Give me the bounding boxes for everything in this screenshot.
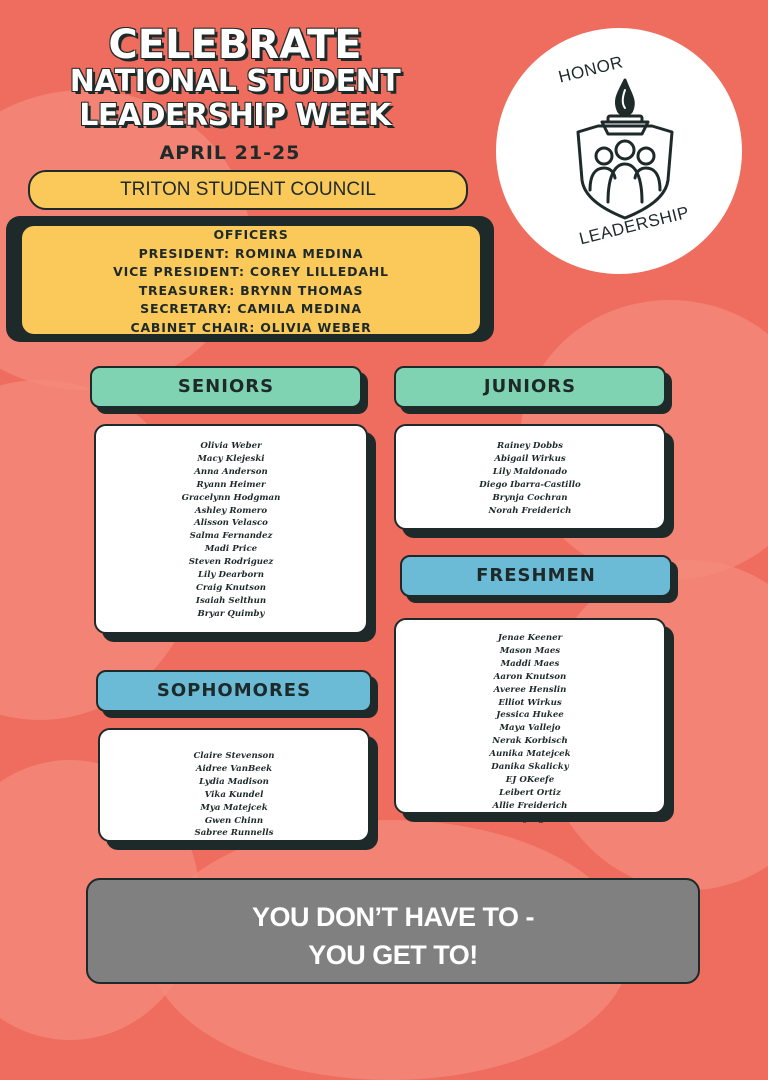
list-item: Diego Ibarra-Castillo xyxy=(479,479,581,490)
list-item: EJ OKeefe xyxy=(505,774,555,785)
badge-leadership-text: LEADERSHIP xyxy=(577,202,692,249)
list-item: Craig Knutson xyxy=(196,582,266,593)
freshmen-header: FRESHMEN xyxy=(400,555,672,597)
title-national-student: NATIONAL STUDENT xyxy=(69,64,401,99)
event-dates: APRIL 21-25 xyxy=(159,142,301,164)
list-item: Claire Stevenson xyxy=(193,751,275,761)
list-item: Anna Anderson xyxy=(194,466,268,477)
list-item: Lily Maldonado xyxy=(492,466,568,477)
officer-secretary: SECRETARY: CAMILA MEDINA xyxy=(140,301,362,316)
list-item: Aunika Matejcek xyxy=(489,749,571,760)
list-item: Aaron Knutson xyxy=(493,671,567,682)
list-item: Gracelynn Hodgman xyxy=(181,492,281,503)
list-item: Henry Ogren xyxy=(498,813,562,824)
list-item: Jessica Hukee xyxy=(496,710,564,721)
slogan-banner xyxy=(86,878,700,984)
list-item: Salma Fernandez xyxy=(189,531,273,542)
title-leadership-week: LEADERSHIP WEEK xyxy=(79,98,391,133)
list-item: Maddi Maes xyxy=(500,658,560,669)
list-item: Maya Vallejo xyxy=(499,723,561,734)
list-item: Ryann Heimer xyxy=(196,479,266,490)
officers-box xyxy=(22,226,480,334)
list-item: Mason Maes xyxy=(499,645,561,656)
list-item: Allie Freiderich xyxy=(492,800,568,811)
slogan-line-1: YOU DON’T HAVE TO - xyxy=(251,902,534,932)
list-item: Norah Freiderich xyxy=(488,505,572,516)
badge-honor-text: HONOR xyxy=(556,52,625,87)
officer-vice-president: VICE PRESIDENT: COREY LILLEDAHL xyxy=(113,264,389,279)
list-item: Abigail Wirkus xyxy=(494,453,566,464)
seniors-header: SENIORS xyxy=(90,366,362,408)
list-item: Aidree VanBeek xyxy=(195,763,273,774)
sophomores-list xyxy=(100,730,368,840)
list-item: Averee Henslin xyxy=(493,684,567,695)
list-item: Steven Rodriguez xyxy=(188,557,274,568)
list-item: Madi Price xyxy=(204,544,258,555)
list-item: Lily Dearborn xyxy=(197,570,265,581)
list-item: Isaiah Selthun xyxy=(195,595,267,606)
freshmen-card xyxy=(394,618,666,824)
list-item: Alisson Velasco xyxy=(194,518,268,529)
honor-leadership-badge xyxy=(496,28,742,274)
freshmen-list xyxy=(396,620,664,826)
list-item: Gwen Chinn xyxy=(204,815,264,826)
juniors-card xyxy=(394,424,666,530)
list-item: Vika Kundel xyxy=(204,789,264,800)
sophomores-header: SOPHOMORES xyxy=(96,670,372,712)
list-item: Elliot Wirkus xyxy=(498,697,562,708)
title-celebrate: CELEBRATE xyxy=(108,22,362,68)
juniors-header: JUNIORS xyxy=(394,366,666,408)
officer-president: PRESIDENT: ROMINA MEDINA xyxy=(138,245,364,261)
sophomores-card xyxy=(98,728,370,842)
slogan-line-2: YOU GET TO! xyxy=(308,940,478,970)
list-item: Ashley Romero xyxy=(194,505,268,516)
list-item: Mya Matejcek xyxy=(200,802,268,813)
list-item: Jenae Keener xyxy=(497,633,563,643)
list-item: Lydia Madison xyxy=(199,776,269,787)
list-item: Nerak Korbisch xyxy=(492,736,568,747)
list-item: Bryar Quimby xyxy=(197,608,265,619)
juniors-list xyxy=(396,426,664,517)
council-name-banner: TRITON STUDENT COUNCIL xyxy=(28,170,468,210)
list-item: Macy Klejeski xyxy=(197,453,265,464)
list-item: Rainey Dobbs xyxy=(497,441,563,451)
list-item: Danika Skalicky xyxy=(491,762,569,773)
torch-group-icon xyxy=(570,72,680,222)
officer-treasurer: TREASURER: BRYNN THOMAS xyxy=(138,282,364,298)
list-item: Olivia Weber xyxy=(200,441,262,451)
seniors-list xyxy=(96,426,366,621)
officer-cabinet-chair: CABINET CHAIR: OLIVIA WEBER xyxy=(130,319,372,335)
seniors-card xyxy=(94,424,368,634)
list-item: Brynja Cochran xyxy=(492,492,568,503)
officers-heading: OFFICERS xyxy=(213,227,289,242)
list-item: Leibert Ortiz xyxy=(499,787,561,798)
list-item: Sabree Runnells xyxy=(194,828,274,839)
